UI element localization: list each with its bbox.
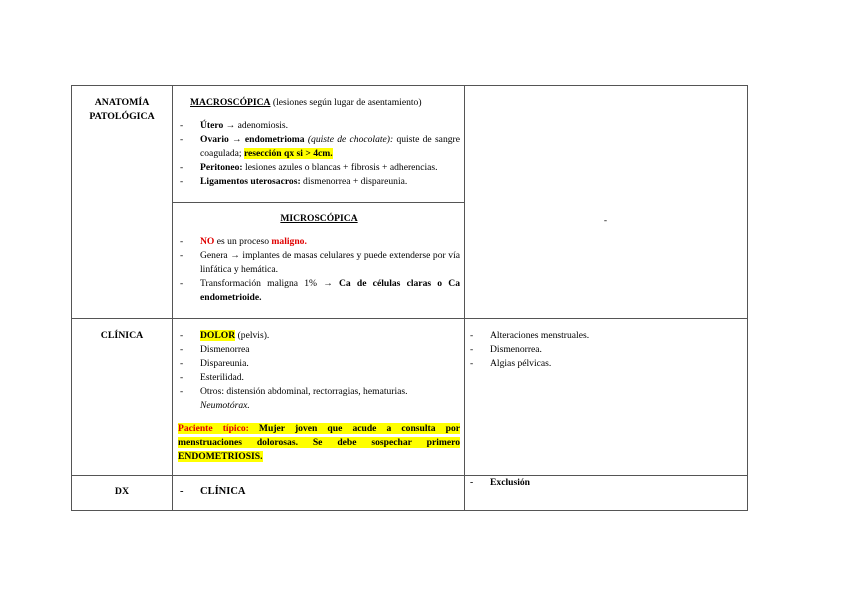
list-item bbox=[178, 161, 460, 175]
row-label-anatomia-line2: PATOLÓGICA bbox=[89, 111, 155, 122]
macro-subtitle: (lesiones según lugar de asentamiento) bbox=[270, 97, 422, 108]
list-item bbox=[178, 235, 460, 249]
list-item bbox=[178, 385, 460, 413]
clinica-right-item3: Algias pélvicas. bbox=[490, 358, 552, 369]
list-item bbox=[178, 485, 460, 499]
macro-cell bbox=[178, 96, 460, 189]
list-item bbox=[178, 133, 460, 161]
dx-left-cell bbox=[178, 485, 460, 499]
macro-list bbox=[178, 119, 460, 189]
macro-micro-divider bbox=[172, 202, 464, 203]
micro-item1-text: es un proceso bbox=[214, 236, 272, 247]
clinica-item5-text: Otros: distensión abdominal, rectorragias, hematurias. bbox=[200, 386, 408, 397]
micro-title: MICROSCÓPICA bbox=[280, 213, 358, 224]
arrow-icon: → bbox=[228, 134, 245, 145]
typical-patient-note bbox=[178, 422, 460, 464]
right-top-dash: - bbox=[603, 215, 608, 226]
list-item bbox=[178, 343, 460, 357]
typical-patient-text: Mujer joven que acude a consulta por menstruaciones dolorosas. Se debe sospechar primero ENDOMETRIOSIS. bbox=[178, 423, 461, 462]
list-item bbox=[178, 175, 460, 189]
row-divider-1 bbox=[72, 318, 747, 319]
endometriosis-table bbox=[71, 85, 748, 511]
micro-item3-text: Transformación maligna 1% → bbox=[200, 278, 339, 289]
dx-right-list bbox=[468, 476, 743, 490]
macro-item1-bold: Útero bbox=[200, 120, 224, 131]
list-item bbox=[178, 371, 460, 385]
macro-heading bbox=[190, 96, 460, 110]
row-label-anatomia-line1: ANATOMÍA bbox=[94, 97, 150, 108]
macro-item4-text: dismenorrea + dispareunia. bbox=[300, 176, 408, 187]
macro-title: MACROSCÓPICA bbox=[190, 97, 271, 108]
list-item bbox=[468, 476, 743, 490]
typical-patient-label: Paciente típico: bbox=[178, 423, 249, 434]
list-item bbox=[178, 119, 460, 133]
micro-item3-bold: Ca de células claras o Ca endometrioide. bbox=[200, 278, 460, 303]
micro-cell bbox=[178, 212, 460, 305]
right-top-cell bbox=[464, 214, 747, 228]
dx-right-cell bbox=[468, 476, 743, 490]
dx-left-item1: CLÍNICA bbox=[200, 486, 246, 497]
clinica-list bbox=[178, 329, 460, 413]
row-label-dx bbox=[72, 485, 172, 499]
list-item bbox=[178, 357, 460, 371]
macro-item2-highlight: resección qx si > 4cm. bbox=[243, 148, 333, 159]
clinica-right-item1: Alteraciones menstruales. bbox=[490, 330, 590, 341]
list-item bbox=[468, 329, 743, 343]
list-item bbox=[178, 329, 460, 343]
row-label-dx-text: DX bbox=[114, 486, 130, 497]
list-item bbox=[178, 249, 460, 277]
clinica-item2: Dismenorrea bbox=[200, 344, 250, 355]
clinica-item4: Esterilidad. bbox=[200, 372, 244, 383]
macro-item1-text: adenomiosis. bbox=[237, 120, 289, 131]
macro-item2-italic: (quiste de chocolate): bbox=[304, 134, 394, 145]
clinica-right-item2: Dismenorrea. bbox=[490, 344, 542, 355]
macro-item2-bold1: Ovario bbox=[200, 134, 229, 145]
row-label-clinica bbox=[72, 329, 172, 343]
macro-item3-text: lesiones azules o blancas + fibrosis + adherencias. bbox=[242, 162, 438, 173]
list-item bbox=[178, 277, 460, 305]
clinica-left-cell bbox=[178, 329, 460, 464]
list-item bbox=[468, 343, 743, 357]
clinica-right-cell bbox=[468, 329, 743, 371]
micro-list bbox=[178, 235, 460, 305]
clinica-item3: Dispareunia. bbox=[200, 358, 249, 369]
list-item bbox=[468, 357, 743, 371]
column-divider-1 bbox=[172, 86, 173, 510]
micro-heading bbox=[178, 212, 460, 226]
micro-item2-text: Genera → implantes de masas celulares y puede extenderse por vía linfática y hemática. bbox=[200, 250, 460, 275]
dx-left-list bbox=[178, 485, 460, 499]
macro-item2-bold2: endometrioma bbox=[244, 134, 305, 145]
macro-item4-bold: Ligamentos uterosacros: bbox=[200, 176, 301, 187]
arrow-icon: → bbox=[223, 120, 238, 131]
row-label-clinica-text: CLÍNICA bbox=[100, 330, 144, 341]
clinica-right-list bbox=[468, 329, 743, 371]
macro-item3-bold: Peritoneo: bbox=[200, 162, 243, 173]
micro-item1-red: NO bbox=[200, 236, 215, 247]
dx-right-item1: Exclusión bbox=[490, 477, 530, 488]
column-divider-2 bbox=[464, 86, 465, 510]
clinica-item5-italic: Neumotórax. bbox=[200, 400, 250, 411]
macro-item2-text: quiste de sangre coagulada; bbox=[200, 134, 460, 159]
clinica-item1-text: (pelvis). bbox=[235, 330, 270, 341]
micro-item1-red-bold: maligno. bbox=[271, 236, 307, 247]
clinica-item1-highlight: DOLOR bbox=[200, 330, 236, 341]
row-label-anatomia bbox=[72, 96, 172, 124]
